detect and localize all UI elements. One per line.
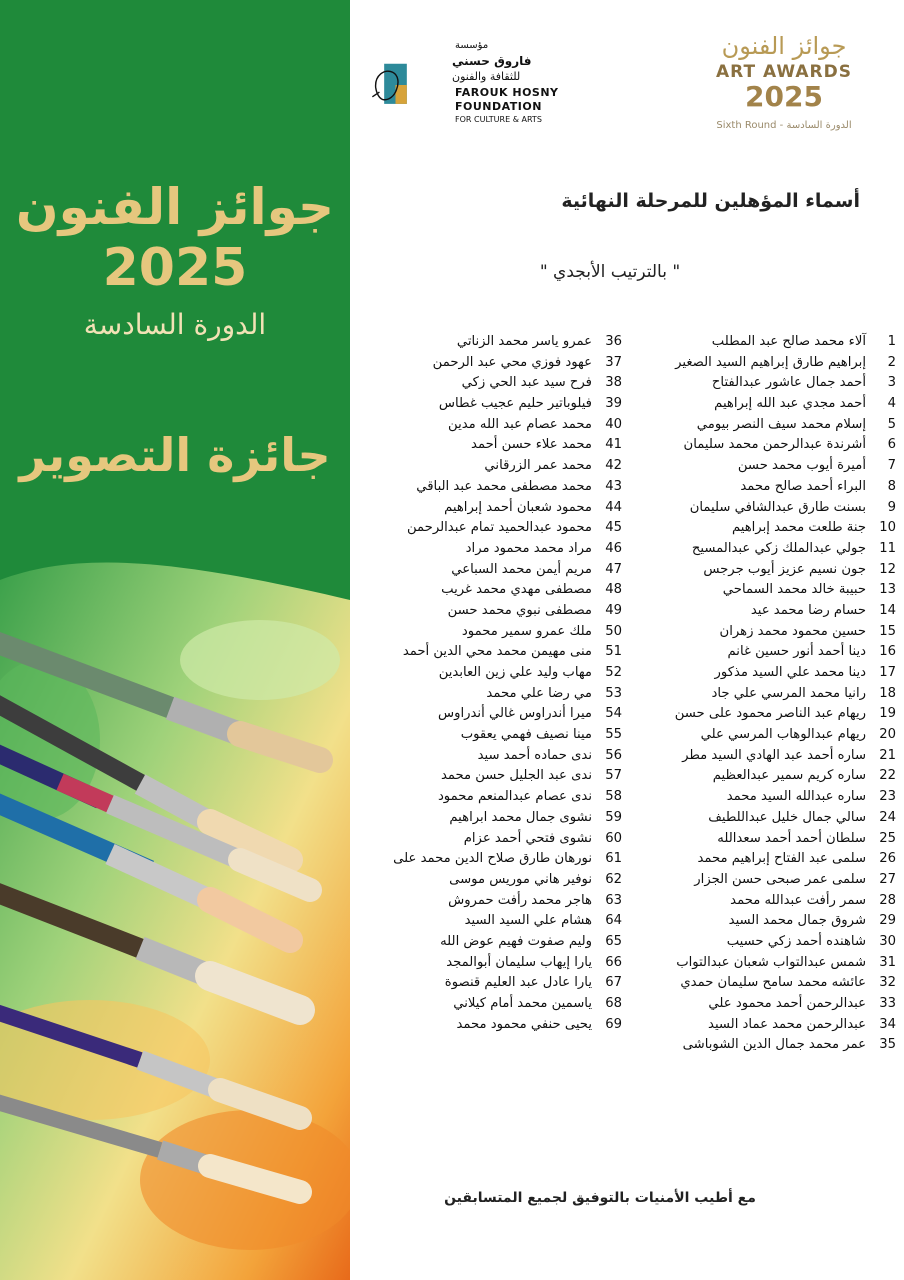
list-item — [382, 373, 622, 394]
item-number: 2 — [887, 354, 896, 370]
item-number: 35 — [879, 1037, 896, 1053]
list-item — [651, 849, 896, 870]
item-name: ساره عبدالله السيد محمد — [726, 789, 866, 805]
awards-round: Sixth Round - الدورة السادسة — [716, 120, 852, 131]
item-name: وليم صفوت فهيم عوض الله — [440, 933, 592, 949]
item-name: حسام رضا محمد عيد — [750, 602, 866, 618]
item-number: 24 — [879, 809, 896, 825]
item-name: سلطان أحمد أحمد سعدالله — [717, 830, 866, 846]
foundation-logo-icon — [370, 40, 455, 130]
item-number: 30 — [879, 933, 896, 949]
list-item — [382, 725, 622, 746]
item-name: ميرا أندراوس غالي أندراوس — [438, 706, 592, 722]
list-item — [382, 1015, 622, 1036]
item-number: 27 — [879, 871, 896, 887]
left-banner — [0, 0, 350, 1280]
banner-category: جائزة التصوير — [19, 428, 331, 482]
item-number: 34 — [879, 1016, 896, 1032]
item-number: 41 — [605, 437, 622, 453]
item-name: يحيى حنفي محمود محمد — [456, 1016, 592, 1032]
item-name: يارا إيهاب سليمان أبوالمجد — [446, 954, 592, 970]
finalists-list-right — [651, 332, 896, 1056]
item-number: 45 — [605, 520, 622, 536]
list-item — [651, 456, 896, 477]
list-item — [651, 808, 896, 829]
item-name: شروق جمال محمد السيد — [728, 913, 866, 929]
item-number: 16 — [879, 644, 896, 660]
item-number: 51 — [605, 644, 622, 660]
item-number: 22 — [879, 768, 896, 784]
list-item — [651, 1035, 896, 1056]
item-name: بسنت طارق عبدالشافي سليمان — [689, 499, 866, 515]
item-name: فرح سيد عبد الحي زكي — [461, 375, 592, 391]
list-item — [382, 684, 622, 705]
item-name: عمر محمد جمال الدين الشوباشى — [682, 1037, 866, 1053]
list-item — [651, 415, 896, 436]
item-name: نشوى فتحي أحمد عزام — [463, 830, 592, 846]
list-item — [651, 932, 896, 953]
item-number: 40 — [605, 416, 622, 432]
item-number: 52 — [605, 665, 622, 680]
item-name: ندى حماده أحمد سيد — [477, 747, 592, 763]
item-number: 44 — [605, 499, 622, 515]
item-number: 19 — [879, 706, 896, 722]
list-item — [651, 332, 896, 353]
list-item — [382, 911, 622, 932]
list-item — [382, 994, 622, 1015]
item-number: 31 — [879, 954, 896, 970]
item-number: 48 — [605, 582, 622, 598]
item-name: هشام علي السيد السيد — [464, 913, 592, 929]
list-item — [651, 891, 896, 912]
item-number: 23 — [879, 789, 896, 805]
item-name: حسين محمود محمد زهران — [719, 623, 866, 639]
item-number: 9 — [887, 499, 896, 515]
item-number: 61 — [605, 851, 622, 867]
item-name: ندى عبد الجليل حسن محمد — [440, 768, 592, 784]
list-item — [651, 622, 896, 643]
item-name: منى مهيمن محمد محي الدين أحمد — [402, 644, 592, 660]
item-name: سالي جمال خليل عبداللطيف — [708, 809, 866, 825]
item-number: 4 — [887, 396, 896, 412]
item-number: 60 — [605, 830, 622, 846]
item-name: عبدالرحمن أحمد محمود علي — [708, 996, 866, 1011]
list-item — [382, 953, 622, 974]
item-name: إسلام محمد سيف النصر بيومي — [696, 416, 866, 432]
list-item — [651, 353, 896, 374]
item-number: 54 — [605, 706, 622, 722]
item-number: 12 — [879, 561, 896, 577]
item-name: ملك عمرو سمير محمود — [461, 623, 592, 639]
list-item — [651, 477, 896, 498]
list-item — [382, 394, 622, 415]
item-number: 69 — [605, 1016, 622, 1032]
item-number: 53 — [605, 685, 622, 701]
item-name: ريهام عبدالوهاب المرسي علي — [700, 727, 866, 743]
list-heading: أسماء المؤهلين للمرحلة النهائية — [561, 190, 860, 212]
item-name: عمرو ياسر محمد الزناتي — [456, 334, 592, 349]
item-number: 59 — [605, 809, 622, 825]
logo-ar-line1: مؤسسة — [455, 40, 489, 51]
item-name: محمود شعبان أحمد إبراهيم — [444, 499, 592, 515]
logo-en-line2: FOUNDATION — [455, 100, 542, 113]
list-item — [382, 746, 622, 767]
list-item — [382, 849, 622, 870]
item-name: إبراهيم طارق إبراهيم السيد الصغير — [675, 354, 866, 370]
item-name: مينا نصيف فهمي يعقوب — [460, 727, 592, 743]
footer-message: مع أطيب الأمنيات بالتوفيق لجميع المتسابقين — [444, 1190, 756, 1206]
list-item — [651, 994, 896, 1015]
list-item — [651, 539, 896, 560]
list-item — [382, 518, 622, 539]
paintbrushes-image — [0, 540, 350, 1280]
item-number: 37 — [605, 354, 622, 370]
awards-ar-title: جوائز الفنون — [721, 32, 847, 60]
list-item — [382, 973, 622, 994]
list-item — [382, 332, 622, 353]
item-name: ساره كريم سمير عبدالعظيم — [712, 768, 866, 784]
list-item — [651, 642, 896, 663]
list-item — [382, 891, 622, 912]
list-item — [651, 911, 896, 932]
item-number: 25 — [879, 830, 896, 846]
item-name: أحمد مجدي عبد الله إبراهيم — [714, 396, 866, 412]
banner-title: جوائز الفنون — [15, 178, 335, 236]
item-number: 39 — [605, 396, 622, 412]
item-name: جنة طلعت محمد إبراهيم — [731, 520, 866, 536]
item-name: ريهام عبد الناصر محمود على حسن — [674, 706, 866, 722]
banner-round: الدورة السادسة — [83, 308, 267, 341]
list-item — [651, 746, 896, 767]
list-item — [651, 953, 896, 974]
list-item — [651, 580, 896, 601]
item-name: محمد عصام عبد الله مدين — [448, 416, 592, 432]
item-name: جون نسيم عزيز أيوب جرجس — [703, 561, 866, 577]
item-number: 38 — [605, 375, 622, 391]
item-number: 15 — [879, 623, 896, 639]
list-item — [651, 373, 896, 394]
logo-ar-line3: للثقافة والفنون — [452, 70, 521, 83]
list-item — [382, 415, 622, 436]
item-name: نوفير هاني موريس موسى — [449, 871, 592, 887]
logo-en-line3: FOR CULTURE & ARTS — [455, 115, 542, 124]
list-item — [382, 539, 622, 560]
item-name: محمد علاء حسن أحمد — [471, 437, 592, 453]
list-item — [651, 560, 896, 581]
list-item — [651, 973, 896, 994]
item-number: 65 — [605, 933, 622, 949]
item-name: محمود عبدالحميد تمام عبدالرحمن — [407, 520, 592, 536]
item-number: 57 — [605, 768, 622, 784]
item-name: مصطفى مهدي محمد غريب — [441, 582, 592, 598]
item-number: 18 — [879, 685, 896, 701]
list-item — [382, 601, 622, 622]
item-name: عائشه محمد سامح سليمان حمدي — [680, 975, 866, 991]
item-number: 67 — [605, 975, 622, 991]
list-item — [651, 435, 896, 456]
item-number: 64 — [605, 913, 622, 929]
list-item — [651, 518, 896, 539]
item-name: أحمد جمال عاشور عبدالفتاح — [711, 375, 866, 391]
item-name: جولي عبدالملك زكي عبدالمسيح — [691, 540, 866, 556]
item-number: 26 — [879, 851, 896, 867]
item-number: 3 — [887, 375, 896, 391]
list-item — [651, 704, 896, 725]
item-number: 46 — [605, 540, 622, 556]
item-name: شمس عبدالتواب شعبان عبدالتواب — [676, 954, 866, 970]
list-item — [382, 787, 622, 808]
item-number: 21 — [879, 747, 896, 763]
item-name: مريم أيمن محمد السباعي — [451, 561, 592, 577]
item-number: 50 — [605, 623, 622, 639]
list-item — [382, 932, 622, 953]
banner-year: 2025 — [102, 238, 248, 298]
awards-en-title: ART AWARDS — [716, 62, 852, 82]
item-name: سلمى عمر صبحى حسن الجزار — [694, 871, 866, 887]
item-number: 5 — [887, 416, 896, 432]
list-item — [651, 394, 896, 415]
item-number: 36 — [605, 334, 622, 349]
list-item — [382, 580, 622, 601]
item-name: ندى عصام عبدالمنعم محمود — [437, 789, 592, 805]
item-number: 14 — [879, 602, 896, 618]
item-name: سلمى عبد الفتاح إبراهيم محمد — [697, 851, 866, 867]
item-name: عهود فوزي محي عبد الرحمن — [432, 354, 592, 370]
list-item — [651, 684, 896, 705]
item-name: مراد محمد محمود مراد — [465, 540, 592, 556]
item-number: 42 — [605, 458, 622, 474]
item-number: 33 — [879, 996, 896, 1011]
item-name: عبدالرحمن محمد عماد السيد — [708, 1016, 866, 1032]
list-item — [651, 498, 896, 519]
logo-en-line1: FAROUK HOSNY — [455, 86, 559, 99]
item-number: 13 — [879, 582, 896, 598]
item-name: آلاء محمد صالح عبد المطلب — [711, 334, 866, 349]
list-item — [382, 808, 622, 829]
list-item — [651, 1015, 896, 1036]
item-number: 56 — [605, 747, 622, 763]
item-name: يارا عادل عبد العليم قنصوة — [444, 975, 592, 991]
item-number: 66 — [605, 954, 622, 970]
item-name: محمد عمر الزرقاني — [484, 458, 592, 474]
item-name: أشرندة عبدالرحمن محمد سليمان — [683, 437, 866, 453]
item-number: 68 — [605, 996, 622, 1011]
item-number: 28 — [879, 892, 896, 908]
item-number: 58 — [605, 789, 622, 805]
list-item — [382, 622, 622, 643]
item-number: 63 — [605, 892, 622, 908]
list-item — [382, 663, 622, 684]
list-item — [382, 498, 622, 519]
item-number: 1 — [887, 334, 896, 349]
item-number: 47 — [605, 561, 622, 577]
list-item — [382, 704, 622, 725]
list-item — [382, 477, 622, 498]
finalists-list-left — [382, 332, 622, 1035]
item-name: البراء أحمد صالح محمد — [740, 478, 866, 494]
item-name: رانيا محمد المرسي علي جاد — [711, 685, 866, 701]
list-item — [382, 642, 622, 663]
item-name: نورهان طارق صلاح الدين محمد على — [393, 851, 592, 867]
list-item — [651, 663, 896, 684]
list-item — [382, 560, 622, 581]
item-number: 43 — [605, 478, 622, 494]
item-name: نشوى جمال محمد ابراهيم — [449, 809, 592, 825]
item-name: مصطفى نبوي محمد حسن — [447, 602, 592, 618]
item-number: 55 — [605, 727, 622, 743]
awards-year: 2025 — [745, 80, 823, 113]
list-item — [651, 870, 896, 891]
item-name: دينا محمد علي السيد مذكور — [714, 665, 866, 680]
item-number: 7 — [887, 458, 896, 474]
list-item — [651, 829, 896, 850]
list-subheading: " بالترتيب الأبجدي " — [539, 262, 681, 282]
item-number: 49 — [605, 602, 622, 618]
list-item — [651, 766, 896, 787]
list-item — [382, 353, 622, 374]
item-number: 17 — [879, 665, 896, 680]
item-name: شاهنده أحمد زكي حسيب — [726, 933, 866, 949]
item-name: هاجر محمد رأفت حمروش — [448, 892, 592, 908]
item-number: 8 — [887, 478, 896, 494]
item-number: 6 — [887, 437, 896, 453]
item-name: مي رضا علي محمد — [486, 685, 592, 701]
item-number: 20 — [879, 727, 896, 743]
item-number: 62 — [605, 871, 622, 887]
item-name: حبيبة خالد محمد السماحي — [722, 582, 866, 598]
list-item — [382, 435, 622, 456]
list-item — [651, 601, 896, 622]
item-number: 29 — [879, 913, 896, 929]
logo-ar-line2: فاروق حسني — [452, 54, 532, 68]
list-item — [651, 787, 896, 808]
list-item — [382, 456, 622, 477]
list-item — [382, 766, 622, 787]
item-name: أميرة أيوب محمد حسن — [737, 458, 866, 474]
list-item — [382, 829, 622, 850]
item-name: سمر رأفت عبدالله محمد — [730, 892, 866, 908]
item-name: دينا أحمد أنور حسين غانم — [727, 644, 866, 660]
item-number: 11 — [879, 540, 896, 556]
item-name: محمد مصطفى محمد عبد الباقي — [416, 478, 592, 494]
list-item — [651, 725, 896, 746]
item-name: فيلوباتير حليم عجيب غطاس — [438, 396, 592, 412]
item-number: 32 — [879, 975, 896, 991]
item-name: ساره أحمد عبد الهادي السيد مطر — [682, 747, 866, 763]
item-name: ياسمين محمد أمام كيلاني — [453, 996, 592, 1011]
item-name: مهاب وليد علي زين العابدين — [438, 665, 592, 680]
list-item — [382, 870, 622, 891]
item-number: 10 — [879, 520, 896, 536]
